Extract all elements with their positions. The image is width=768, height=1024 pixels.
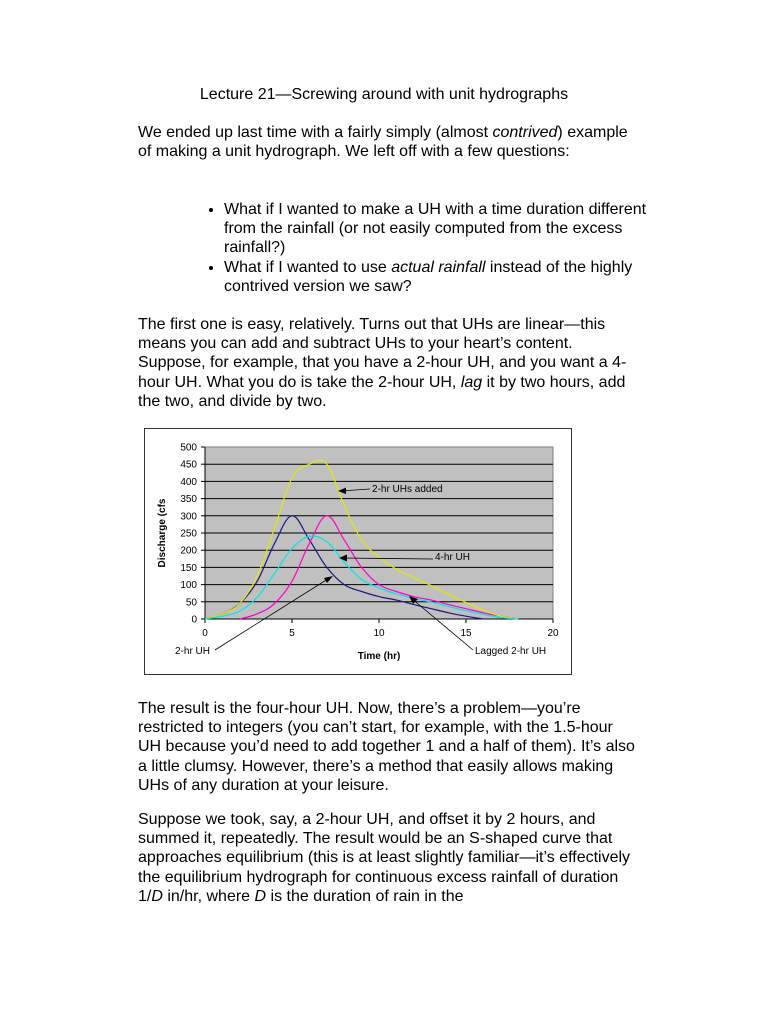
chart-svg	[145, 429, 571, 674]
y-tick-label: 200	[180, 545, 197, 557]
x-tick-label: 0	[202, 628, 208, 639]
x-tick-label: 5	[289, 628, 295, 639]
list-item: • What if I wanted to use actual rainfall instead of the highly contrived version we saw?	[224, 258, 664, 296]
result-paragraph: The result is the four-hour UH. Now, there’s a problem—you’re restricted to integers (you can’t start, for example, with the 1.5-hour UH because you’d need to add together 1 and a half of them). It’s also a little clumsy. However, there’s a method that easily allows making UHs of any duration at your leisure.	[138, 700, 635, 794]
annotation-2hr-uh: 2-hr UH	[175, 646, 211, 657]
annotation-2hr-added: 2-hr UHs added	[372, 484, 443, 495]
page-title: Lecture 21—Screwing around with unit hydrographs	[199, 86, 569, 103]
y-tick-label: 0	[191, 614, 197, 626]
s-curve-paragraph: Suppose we took, say, a 2-hour UH, and offset it by 2 hours, and summed it, repeatedly. The result would be an S-shaped curve that approaches equilibrium (this is at least slightly familiar—it’s effectively the equilibrium hydrograph for continuous excess rainfall of duration 1/D in/hr, where D is the duration of rain in the	[138, 811, 631, 905]
y-axis-label: Discharge (cfs	[157, 498, 168, 568]
y-tick-label: 450	[180, 459, 197, 471]
y-tick-label: 300	[180, 511, 197, 523]
hydrograph-chart	[144, 428, 572, 675]
x-axis-label: Time (hr)	[357, 651, 401, 662]
y-tick-label: 500	[180, 442, 197, 454]
y-tick-label: 100	[180, 580, 197, 592]
y-tick-label: 50	[185, 597, 197, 609]
y-tick-label: 400	[180, 476, 197, 488]
y-tick-label: 350	[180, 494, 197, 506]
annotation-lagged: Lagged 2-hr UH	[475, 646, 547, 657]
x-tick-label: 20	[547, 628, 559, 639]
x-tick-label: 15	[460, 628, 472, 639]
linearity-paragraph: The first one is easy, relatively. Turns out that UHs are linear—this means you can add and subtract UHs to your heart’s content. Suppose, for example, that you have a 2-hour UH, and you want a 4-hour UH. What you do is take the 2-hour UH, lag it by two hours, add the two, and divide by two.	[138, 316, 627, 410]
annotation-4hr: 4-hr UH	[435, 552, 471, 563]
question-list	[198, 200, 664, 296]
intro-paragraph: We ended up last time with a fairly simply (almost contrived) example of making a unit hydrograph. We left off with a few questions:	[138, 124, 628, 161]
y-tick-label: 150	[180, 562, 197, 574]
x-tick-label: 10	[373, 628, 385, 639]
list-item: • What if I wanted to make a UH with a time duration different from the rainfall (or not easily computed from the excess rainfall?)	[224, 200, 664, 258]
y-tick-label: 250	[180, 528, 197, 540]
